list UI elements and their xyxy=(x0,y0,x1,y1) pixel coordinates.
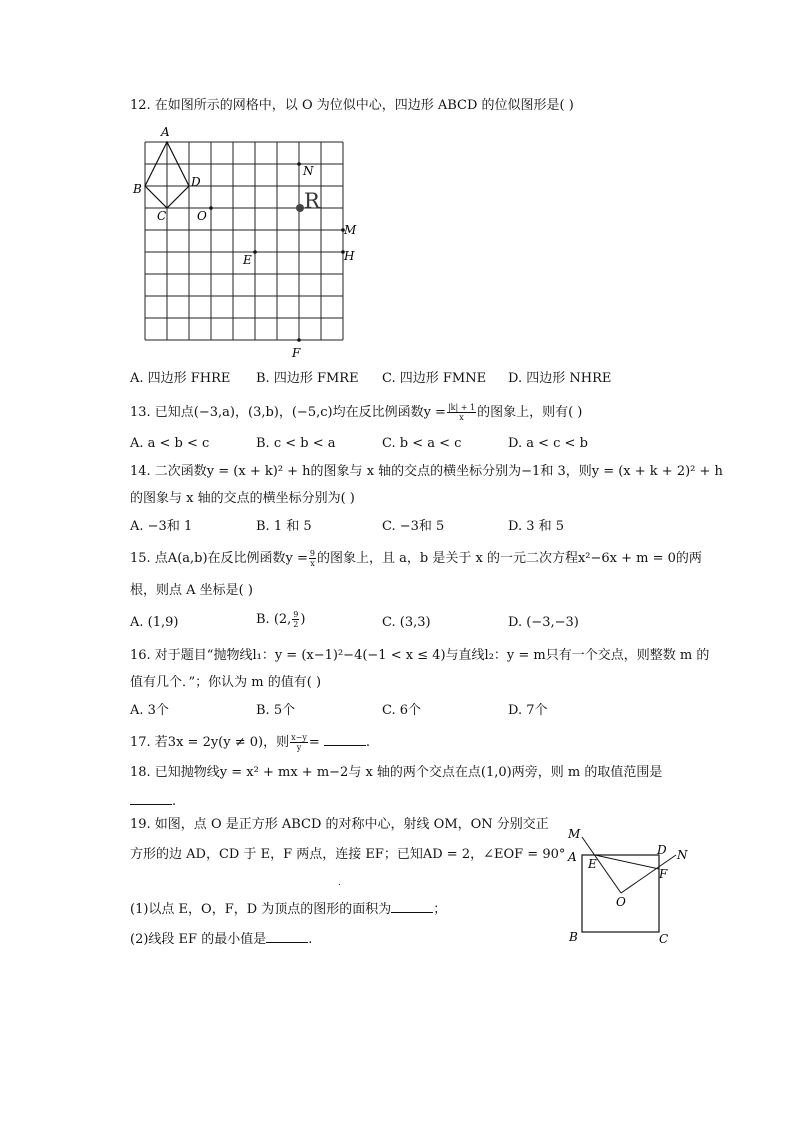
label-a: A xyxy=(568,850,577,864)
label-c: C xyxy=(659,932,669,946)
q15-option-b[interactable]: B. (2, $\frac{9}{2}$ ) xyxy=(256,610,306,629)
label-h: H xyxy=(344,249,355,263)
label-m: M xyxy=(344,223,357,237)
q17-fraction: $\frac{x-y}{y}$ xyxy=(291,733,307,752)
segment-ef xyxy=(595,855,659,869)
q13-option-a[interactable]: A. a < b < c xyxy=(130,436,210,451)
point-r xyxy=(296,204,304,212)
q12-option-a[interactable]: A. 四边形 FHRE xyxy=(130,371,231,386)
q19-line2: 方形的边 AD，CD 于 E，F 两点，连接 EF；已知AD = 2，∠EOF = 90° xyxy=(130,847,566,862)
label-e: E xyxy=(588,857,597,871)
q19-dot: . xyxy=(338,878,341,888)
q14-option-d[interactable]: D. 3 和 5 xyxy=(508,519,565,534)
q13-stem: 13. 已知点(−3,a)，(3,b)，(−5,c)均在反比例函数y = $\frac{|k| + 1}{x}$ 的图象上，则有( ) xyxy=(130,403,583,422)
q15-line1: 15. 点A(a,b)在反比例函数y = $\frac{9}{x}$ 的图象上，且 a，b 是关于 x 的一元二次方程x²−6x + m = 0的两 xyxy=(130,549,702,568)
q12-option-b[interactable]: B. 四边形 FMRE xyxy=(256,371,359,386)
q15-fraction: $\frac{9}{x}$ xyxy=(309,549,316,568)
label-a: A xyxy=(161,125,170,139)
q12-stem: 12. 在如图所示的网格中，以 O 为位似中心，四边形 ABCD 的位似图形是( ) xyxy=(130,98,574,113)
q14-line1: 14. 二次函数y = (x + k)² + h的图象与 x 轴的交点的横坐标分别为−1和 3，则y = (x + k + 2)² + h xyxy=(130,464,723,479)
q17-answer-blank[interactable] xyxy=(324,733,366,746)
label-m: M xyxy=(568,827,581,841)
q16-option-a[interactable]: A. 3个 xyxy=(130,703,169,718)
q14-option-c[interactable]: C. −3和 5 xyxy=(382,519,445,534)
q19-part1-blank[interactable] xyxy=(391,900,433,913)
label-b: B xyxy=(569,930,578,944)
q19-square-figure xyxy=(562,824,702,949)
q16-option-b[interactable]: B. 5个 xyxy=(256,703,296,718)
q15-optb-fraction: $\frac{9}{2}$ xyxy=(293,610,299,629)
q14-line2: 的图象与 x 轴的交点的横坐标分别为( ) xyxy=(130,491,355,506)
q19-part2-blank[interactable] xyxy=(266,930,308,943)
label-o: O xyxy=(197,209,207,223)
point-n xyxy=(297,162,301,166)
q12-option-c[interactable]: C. 四边形 FMNE xyxy=(382,371,487,386)
q19-line1: 19. 如图，点 O 是正方形 ABCD 的对称中心，射线 OM，ON 分别交正 xyxy=(130,817,549,832)
q15-option-a[interactable]: A. (1,9) xyxy=(130,615,179,630)
q13-option-c[interactable]: C. b < a < c xyxy=(382,436,462,451)
q15-option-d[interactable]: D. (−3,−3) xyxy=(508,615,579,630)
q14-option-b[interactable]: B. 1 和 5 xyxy=(256,519,312,534)
label-n: N xyxy=(303,164,314,178)
q12-option-d[interactable]: D. 四边形 NHRE xyxy=(508,371,612,386)
q16-option-d[interactable]: D. 7个 xyxy=(508,703,548,718)
q15-option-c[interactable]: C. (3,3) xyxy=(382,615,431,630)
label-f: F xyxy=(659,867,668,881)
q18-line2: . xyxy=(130,792,176,811)
ray-on xyxy=(621,855,676,893)
label-n: N xyxy=(677,848,688,862)
label-c: C xyxy=(157,209,167,223)
q18-line1: 18. 已知抛物线y = x² + mx + m−2与 x 轴的两个交点在点(1,0)两旁，则 m 的取值范围是 xyxy=(130,765,663,780)
q13-option-d[interactable]: D. a < c < b xyxy=(508,436,588,451)
q16-option-c[interactable]: C. 6个 xyxy=(382,703,422,718)
label-r: R xyxy=(304,189,320,213)
q13-option-b[interactable]: B. c < b < a xyxy=(256,436,336,451)
q16-line1: 16. 对于题目“抛物线l₁：y = (x−1)²−4(−1 < x ≤ 4)与直线l₂：y = m只有一个交点，则整数 m 的 xyxy=(130,648,710,663)
label-b: B xyxy=(133,182,142,196)
q15-line2: 根，则点 A 坐标是( ) xyxy=(130,583,253,598)
label-d: D xyxy=(657,843,667,857)
point-e xyxy=(253,250,257,254)
q19-part2: (2)线段 EF 的最小值是 . xyxy=(130,932,313,947)
label-d: D xyxy=(191,175,201,189)
q13-fraction: $\frac{|k| + 1}{x}$ xyxy=(447,403,476,422)
q19-part1: (1)以点 E，O，F，D 为顶点的图形的面积为 ； xyxy=(130,902,447,917)
label-e: E xyxy=(243,253,252,267)
q18-answer-blank[interactable] xyxy=(130,792,172,805)
point-f xyxy=(297,338,301,342)
label-f: F xyxy=(292,346,301,360)
q16-line2: 值有几个．”；你认为 m 的值有( ) xyxy=(130,675,322,690)
q14-option-a[interactable]: A. −3和 1 xyxy=(130,519,193,534)
q17-stem: 17. 若3x = 2y(y ≠ 0)，则 $\frac{x-y}{y}$ = . xyxy=(130,733,371,752)
q12-grid-figure xyxy=(128,122,368,362)
point-o xyxy=(209,206,213,210)
label-o: O xyxy=(616,895,626,909)
